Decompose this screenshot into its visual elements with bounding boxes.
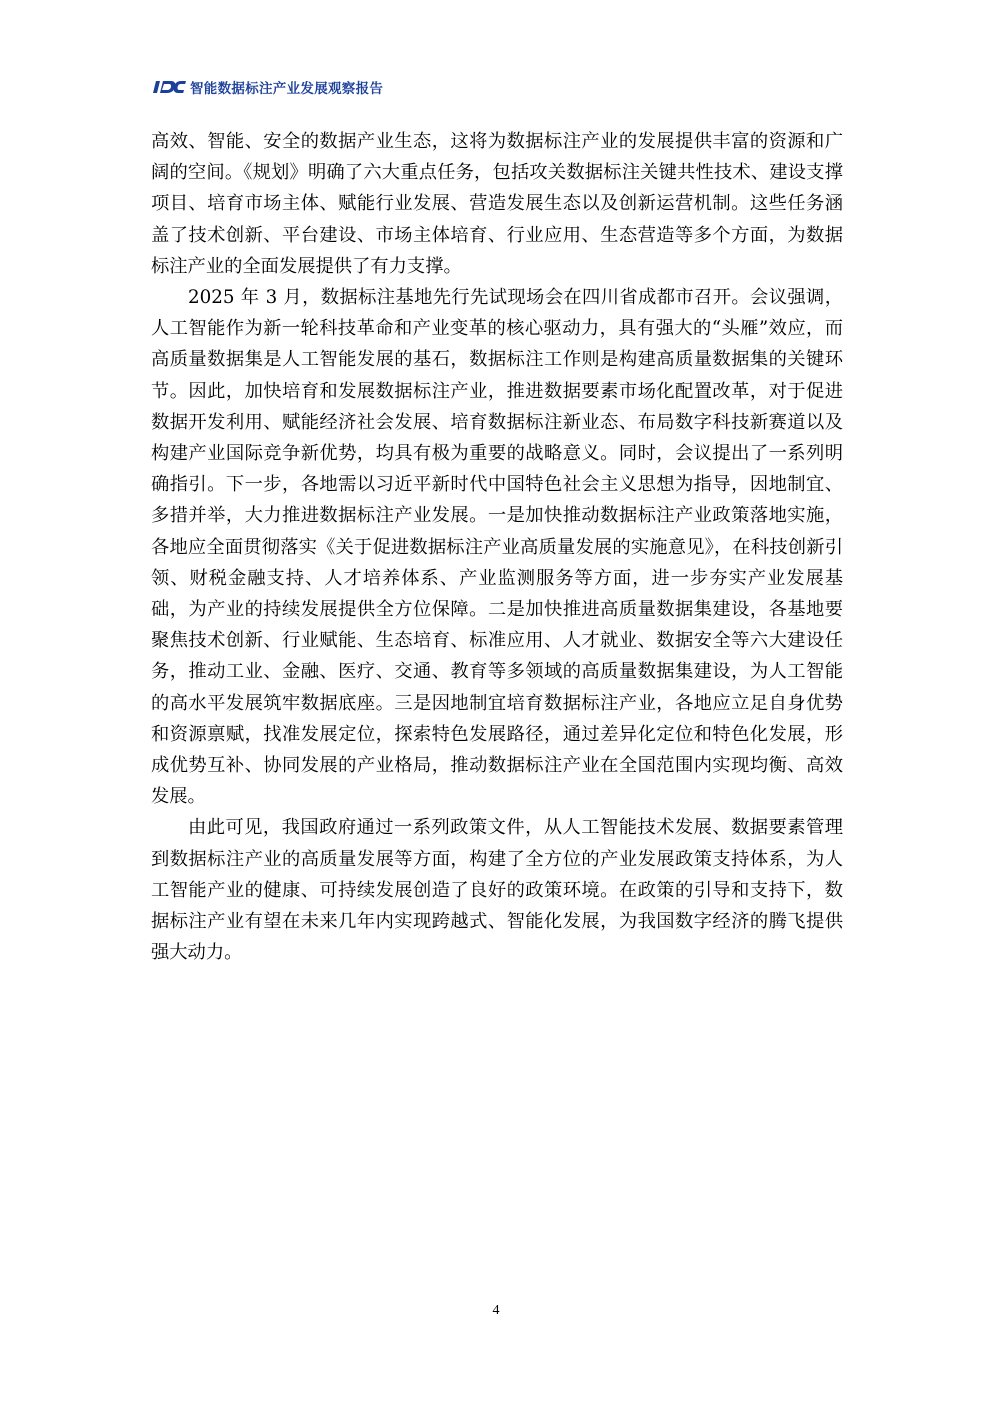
paragraph-2: 2025 年 3 月，数据标注基地先行先试现场会在四川省成都市召开。会议强调，人工智能作为新一轮科技革命和产业变革的核心驱动力，具有强大的“头雁”效应，而高质量数据集是人工智能发展的基石，数据标注工作则是构建高质量数据集的关键环节。因此，加快培育和发展数据标注产业，推进数据要素市场化配置改革，对于促进数据开发利用、赋能经济社会发展、培育数据标注新业态、布局数字科技新赛道以及构建产业国际竞争新优势，均具有极为重要的战略意义。同时，会议提出了一系列明确指引。下一步，各地需以习近平新时代中国特色社会主义思想为指导，因地制宜、多措并举，大力推进数据标注产业发展。一是加快推动数据标注产业政策落地实施，各地应全面贯彻落实《关于促进数据标注产业高质量发展的实施意见》，在科技创新引领、财税金融支持、人才培养体系、产业监测服务等方面，进一步夯实产业发展基础，为产业的持续发展提供全方位保障。二是加快推进高质量数据集建设，各基地要聚焦技术创新、行业赋能、生态培育、标准应用、人才就业、数据安全等六大建设任务，推动工业、金融、医疗、交通、教育等多领域的高质量数据集建设，为人工智能的高水平发展筑牢数据底座。三是因地制宜培育数据标注产业，各地应立足自身优势和资源禀赋，找准发展定位，探索特色发展路径，通过差异化定位和特色化发展，形成优势互补、协同发展的产业格局，推动数据标注产业在全国范围内实现均衡、高效发展。 bbox=[151, 287, 843, 808]
paragraph-3: 由此可见，我国政府通过一系列政策文件，从人工智能技术发展、数据要素管理到数据标注产业的高质量发展等方面，构建了全方位的产业发展政策支持体系，为人工智能产业的健康、可持续发展创造了良好的政策环境。在政策的引导和支持下，数据标注产业有望在未来几年内实现跨越式、智能化发展，为我国数字经济的腾飞提供强大动力。 bbox=[151, 817, 843, 964]
paragraph-1: 高效、智能、安全的数据产业生态，这将为数据标注产业的发展提供丰富的资源和广阔的空间。《规划》明确了六大重点任务，包括攻关数据标注关键共性技术、建设支撑项目、培育市场主体、赋能行业发展、营造发展生态以及创新运营机制。这些任务涵盖了技术创新、平台建设、市场主体培育、行业应用、生态营造等多个方面，为数据标注产业的全面发展提供了有力支撑。 bbox=[151, 131, 843, 277]
idc-logo-icon bbox=[152, 78, 186, 96]
report-title: 智能数据标注产业发展观察报告 bbox=[190, 81, 384, 97]
body-text bbox=[151, 126, 843, 968]
page-number: 4 bbox=[492, 1303, 500, 1318]
page-header bbox=[152, 74, 383, 100]
